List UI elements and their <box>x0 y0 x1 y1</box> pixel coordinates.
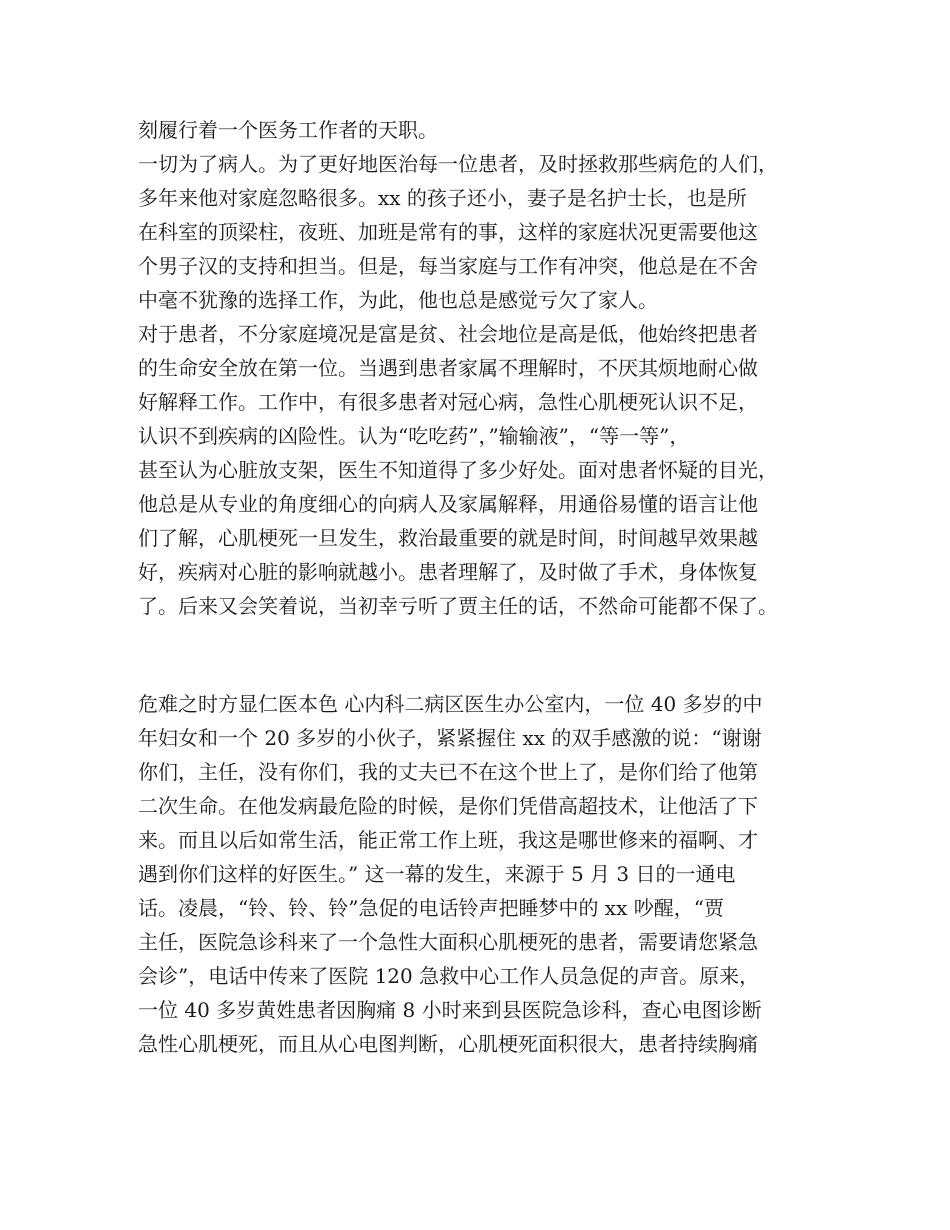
text-line: 一切为了病人。为了更好地医治每一位患者，及时拯救那些病危的人们， <box>138 152 778 176</box>
text-line: 你们，主任，没有你们，我的丈夫已不在这个世上了，是你们给了他第 <box>138 760 758 784</box>
text-line: 遇到你们这样的好医生。” 这一幕的发生，来源于 5 月 3 日的一通电 <box>138 862 736 886</box>
text-line: 年妇女和一个 20 多岁的小伙子，紧紧握住 xx 的双手感激的说：“谢谢 <box>138 726 762 750</box>
text-line: 来。而且以后如常生活，能正常工作上班，我这是哪世修来的福啊、才 <box>138 828 758 852</box>
paragraph-block-2 <box>138 687 838 1061</box>
text-line: 他总是从专业的角度细心的向病人及家属解释，用通俗易懂的语言让他 <box>138 492 758 516</box>
text-line: 话。凌晨，“铃、铃、铃”急促的电话铃声把睡梦中的 xx 吵醒，“贾 <box>138 896 724 920</box>
text-line: 多年来他对家庭忽略很多。xx 的孩子还小，妻子是名护士长，也是所 <box>138 186 747 210</box>
text-line: 在科室的顶梁柱，夜班、加班是常有的事，这样的家庭状况更需要他这 <box>138 220 758 244</box>
text-line: 的生命安全放在第一位。当遇到患者家属不理解时，不厌其烦地耐心做 <box>138 356 758 380</box>
text-line: 主任，医院急诊科来了一个急性大面积心肌梗死的患者，需要请您紧急 <box>138 930 758 954</box>
text-line: 一位 40 多岁黄姓患者因胸痛 8 小时来到县医院急诊科，查心电图诊断 <box>138 998 762 1022</box>
text-line: 了。后来又会笑着说，当初幸亏听了贾主任的话，不然命可能都不保了。 <box>138 594 778 618</box>
text-line: 中毫不犹豫的选择工作，为此，他也总是感觉亏欠了家人。 <box>138 288 658 312</box>
text-line: 会诊”，电话中传来了医院 120 急救中心工作人员急促的声音。原来， <box>138 964 760 988</box>
text-line: 对于患者，不分家庭境况是富是贫、社会地位是高是低，他始终把患者 <box>138 322 758 346</box>
text-line: 刻履行着一个医务工作者的天职。 <box>138 118 438 142</box>
text-line: 危难之时方显仁医本色 心内科二病区医生办公室内，一位 40 多岁的中 <box>138 692 763 716</box>
text-line: 二次生命。在他发病最危险的时候，是你们凭借高超技术，让他活了下 <box>138 794 758 818</box>
text-line: 急性心肌梗死，而且从心电图判断，心肌梗死面积很大，患者持续胸痛 <box>138 1032 758 1056</box>
text-line: 们了解，心肌梗死一旦发生，救治最重要的就是时间，时间越早效果越 <box>138 526 758 550</box>
text-line: 认识不到疾病的凶险性。认为“吃吃药”，”输输液”，“等一等”， <box>138 424 690 448</box>
text-line: 甚至认为心脏放支架，医生不知道得了多少好处。面对患者怀疑的目光， <box>138 458 778 482</box>
text-line: 好，疾病对心脏的影响就越小。患者理解了，及时做了手术，身体恢复 <box>138 560 758 584</box>
paragraph-block-1 <box>138 113 838 623</box>
text-line: 个男子汉的支持和担当。但是，每当家庭与工作有冲突，他总是在不舍 <box>138 254 758 278</box>
text-line: 好解释工作。工作中，有很多患者对冠心病，急性心肌梗死认识不足， <box>138 390 758 414</box>
